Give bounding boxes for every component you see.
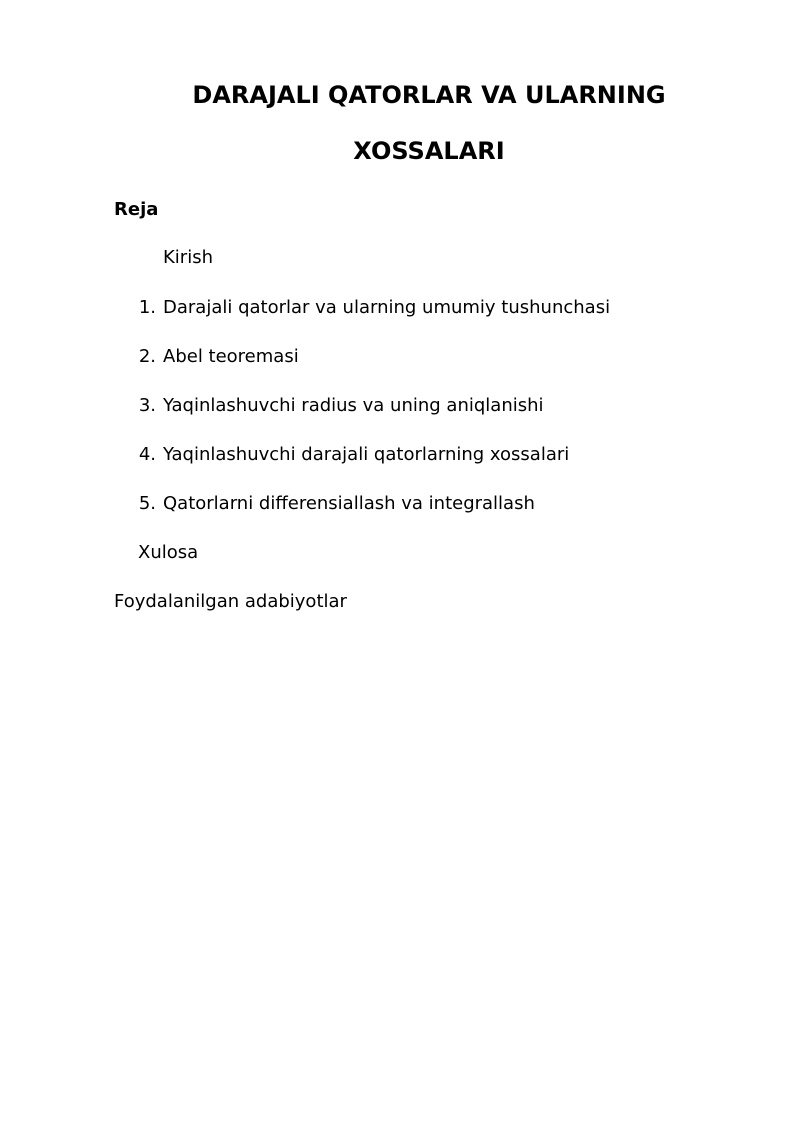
- list-item-text: Yaqinlashuvchi darajali qatorlarning xossalari: [163, 444, 570, 465]
- plan-intro: Kirish: [163, 247, 213, 268]
- plan-conclusion: Xulosa: [138, 542, 199, 563]
- list-item-number: 1.: [138, 297, 156, 318]
- document-title-line-1: DARAJALI QATORLAR VA ULARNING: [192, 81, 666, 109]
- document-title-line-2: XOSSALARI: [353, 137, 505, 165]
- list-item-text: Yaqinlashuvchi radius va uning aniqlanishi: [163, 395, 544, 416]
- plan-heading: Reja: [114, 199, 159, 220]
- list-item-number: 4.: [138, 444, 156, 465]
- list-item-text: Qatorlarni differensiallash va integrallash: [163, 493, 535, 514]
- plan-references: Foydalanilgan adabiyotlar: [114, 591, 347, 612]
- list-item-number: 2.: [138, 346, 156, 367]
- list-item-number: 5.: [138, 493, 156, 514]
- list-item-text: Darajali qatorlar va ularning umumiy tushunchasi: [163, 297, 611, 318]
- list-item-text: Abel teoremasi: [163, 346, 299, 367]
- list-item-number: 3.: [138, 395, 156, 416]
